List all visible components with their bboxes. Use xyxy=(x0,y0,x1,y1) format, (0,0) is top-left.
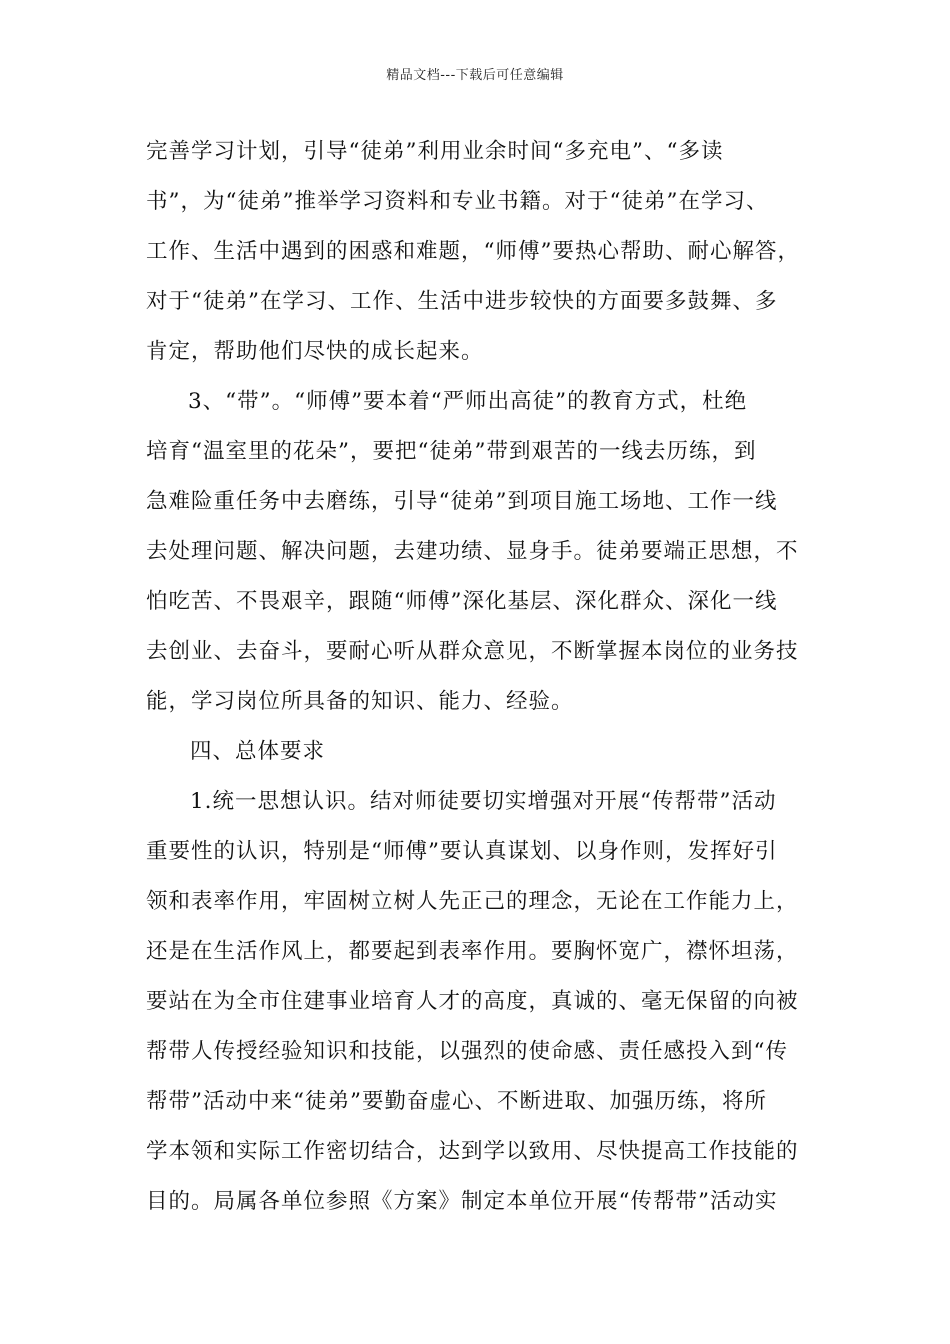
body-line: 重要性的认识，特别是“师傅”要认真谋划、以身作则，发挥好引 xyxy=(146,839,778,864)
body-line: 去创业、去奋斗，要耐心听从群众意见，不断掌握本岗位的业务技 xyxy=(146,639,799,664)
section-heading: 四、总体要求 xyxy=(190,739,326,764)
body-line: 书”，为“徒弟”推举学习资料和专业书籍。对于“徒弟”在学习、 xyxy=(146,189,769,214)
body-line: 肯定，帮助他们尽快的成长起来。 xyxy=(146,339,484,364)
document-header: 精品文档---下载后可任意编辑 xyxy=(386,68,564,83)
body-line: 学本领和实际工作密切结合，达到学以致用、尽快提高工作技能的 xyxy=(146,1139,799,1164)
body-line: 怕吃苦、不畏艰辛，跟随“师傅”深化基层、深化群众、深化一线 xyxy=(146,589,778,614)
body-line: 去处理问题、解决问题，去建功绩、显身手。徒弟要端正思想，不 xyxy=(146,539,799,564)
body-line: 3、“带”。“师傅”要本着“严师出高徒”的教育方式，杜绝 xyxy=(188,389,748,414)
body-line: 能，学习岗位所具备的知识、能力、经验。 xyxy=(146,689,574,714)
body-line: 工作、生活中遇到的困惑和难题，“师傅”要热心帮助、耐心解答， xyxy=(146,239,800,264)
body-line: 帮带人传授经验知识和技能，以强烈的使命感、责任感投入到“传 xyxy=(146,1039,788,1064)
body-line: 帮带”活动中来“徒弟”要勤奋虚心、不断进取、加强历练，将所 xyxy=(146,1089,767,1114)
body-line: 完善学习计划，引导“徒弟”利用业余时间“多充电”、“多读 xyxy=(146,139,724,164)
body-line: 还是在生活作风上，都要起到表率作用。要胸怀宽广，襟怀坦荡， xyxy=(146,939,799,964)
body-line: 目的。局属各单位参照《方案》制定本单位开展“传帮带”活动实 xyxy=(146,1189,778,1214)
body-line: 领和表率作用，牢固树立树人先正己的理念，无论在工作能力上， xyxy=(146,889,799,914)
body-line: 急难险重任务中去磨练，引导“徒弟”到项目施工场地、工作一线 xyxy=(146,489,778,514)
body-line: 1.统一思想认识。结对师徒要切实增强对开展“传帮带”活动 xyxy=(190,789,777,814)
body-line: 要站在为全市住建事业培育人才的高度，真诚的、毫无保留的向被 xyxy=(146,989,799,1014)
body-line: 对于“徒弟”在学习、工作、生活中进步较快的方面要多鼓舞、多 xyxy=(146,289,778,314)
body-line: 培育“温室里的花朵”，要把“徒弟”带到艰苦的一线去历练，到 xyxy=(146,439,757,464)
